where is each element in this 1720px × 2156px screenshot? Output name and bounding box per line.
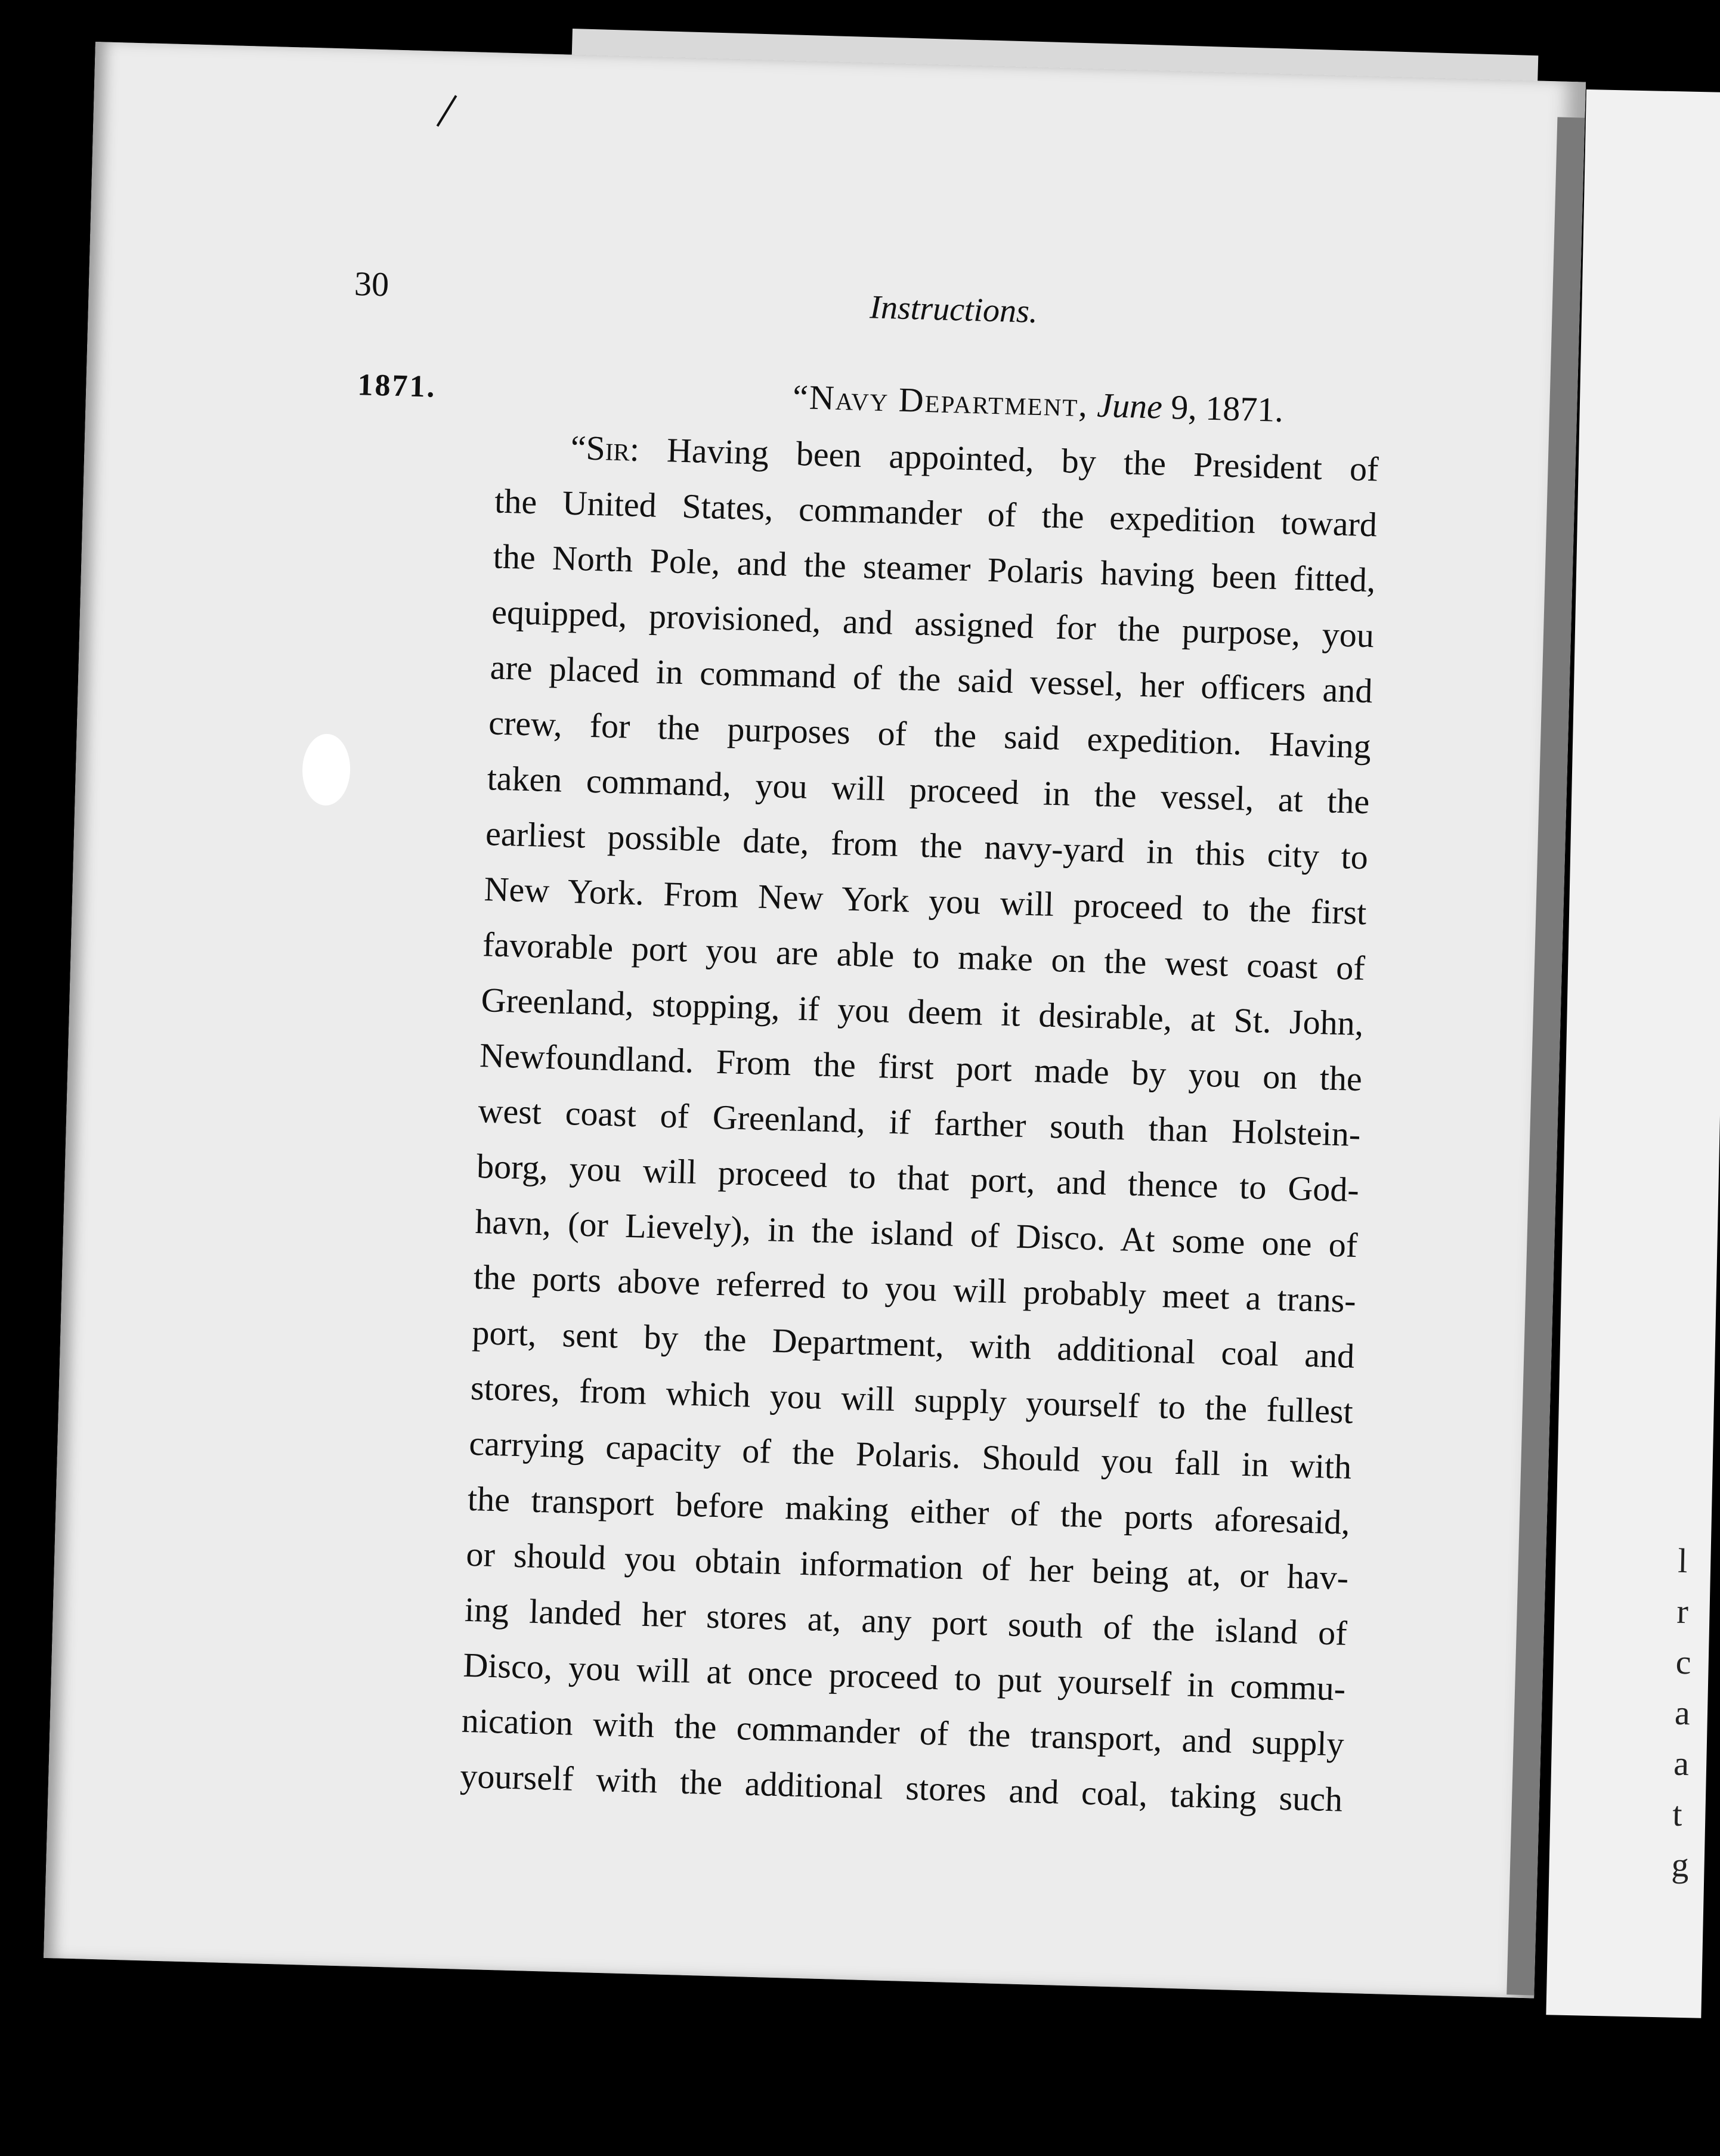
letter-line: havn, (or Lievely), in the island of Disco. At some one of xyxy=(474,1201,1359,1265)
running-head-title: Instructions. xyxy=(869,289,1038,330)
letter-line: New York. From New York you will proceed to the first xyxy=(483,869,1368,933)
dateline-department: “Navy Department, xyxy=(792,377,1089,425)
letter-line: the transport before making either of the ports aforesaid, xyxy=(467,1479,1351,1542)
letter-line: ing landed her stores at, any port south of the island of xyxy=(464,1590,1348,1653)
book-page xyxy=(44,42,1586,1998)
letter-line: port, sent by the Department, with additional coal and xyxy=(471,1312,1356,1376)
running-head xyxy=(88,256,1521,355)
letter-line: Newfoundland. From the first port made by you on the xyxy=(479,1036,1363,1099)
letter-line-text: Having been appointed, by the President of xyxy=(666,430,1379,489)
letter-line: favorable port you are able to make on the west coast of xyxy=(482,925,1366,988)
facing-page-fragment: t xyxy=(1672,1794,1683,1833)
scan-mark xyxy=(437,95,457,126)
facing-page-fragment: a xyxy=(1673,1743,1690,1783)
letter-body xyxy=(459,417,1379,1827)
letter-line: Greenland, stopping, if you deem it desirable, at St. John, xyxy=(480,980,1365,1043)
letter-line: borg, you will proceed to that port, and thence to God- xyxy=(476,1146,1360,1210)
letter-line: yourself with the additional stores and coal, taking such xyxy=(459,1756,1343,1819)
letter-line: or should you obtain information of her being at, or hav- xyxy=(465,1534,1349,1597)
letter-line: stores, from which you will supply yourself to the fullest xyxy=(470,1368,1354,1431)
letter-dateline xyxy=(792,377,1283,430)
letter-line: equipped, provisioned, and assigned for the purpose, you xyxy=(491,592,1375,655)
facing-page-fragment: l xyxy=(1677,1541,1688,1581)
facing-page-fragment: g xyxy=(1671,1845,1690,1885)
letter-line: taken command, you will proceed in the vessel, at the xyxy=(486,758,1371,822)
scan-speck xyxy=(302,733,351,806)
letter-line: Disco, you will at once proceed to put yourself in commu- xyxy=(462,1645,1346,1708)
letter-line: west coast of Greenland, if farther south than Holstein- xyxy=(477,1091,1362,1154)
letter-line: earliest possible date, from the navy-yard in this city to xyxy=(485,814,1369,877)
letter-line: are placed in command of the said vessel, her officers and xyxy=(489,648,1373,711)
letter-line: nication with the commander of the transport, and supply xyxy=(461,1700,1345,1764)
facing-page-fragment: r xyxy=(1676,1591,1689,1631)
dateline-date: 9, 1871. xyxy=(1170,388,1284,430)
letter-line: the United States, commander of the expedition toward xyxy=(494,481,1378,544)
letter-line: crew, for the purposes of the said expedition. Having xyxy=(488,703,1372,766)
page-number: 30 xyxy=(354,264,390,304)
facing-page-fragment: a xyxy=(1674,1693,1691,1733)
letter-line: the North Pole, and the steamer Polaris having been fitted, xyxy=(493,537,1376,600)
letter-line: carrying capacity of the Polaris. Should you fall in with xyxy=(468,1423,1352,1486)
salutation: “Sir: xyxy=(570,428,640,469)
letter-line: the ports above referred to you will probably meet a trans- xyxy=(473,1257,1357,1320)
facing-page-fragment: c xyxy=(1675,1642,1692,1682)
margin-year: 1871. xyxy=(357,368,437,404)
dateline-month: June xyxy=(1096,385,1163,426)
